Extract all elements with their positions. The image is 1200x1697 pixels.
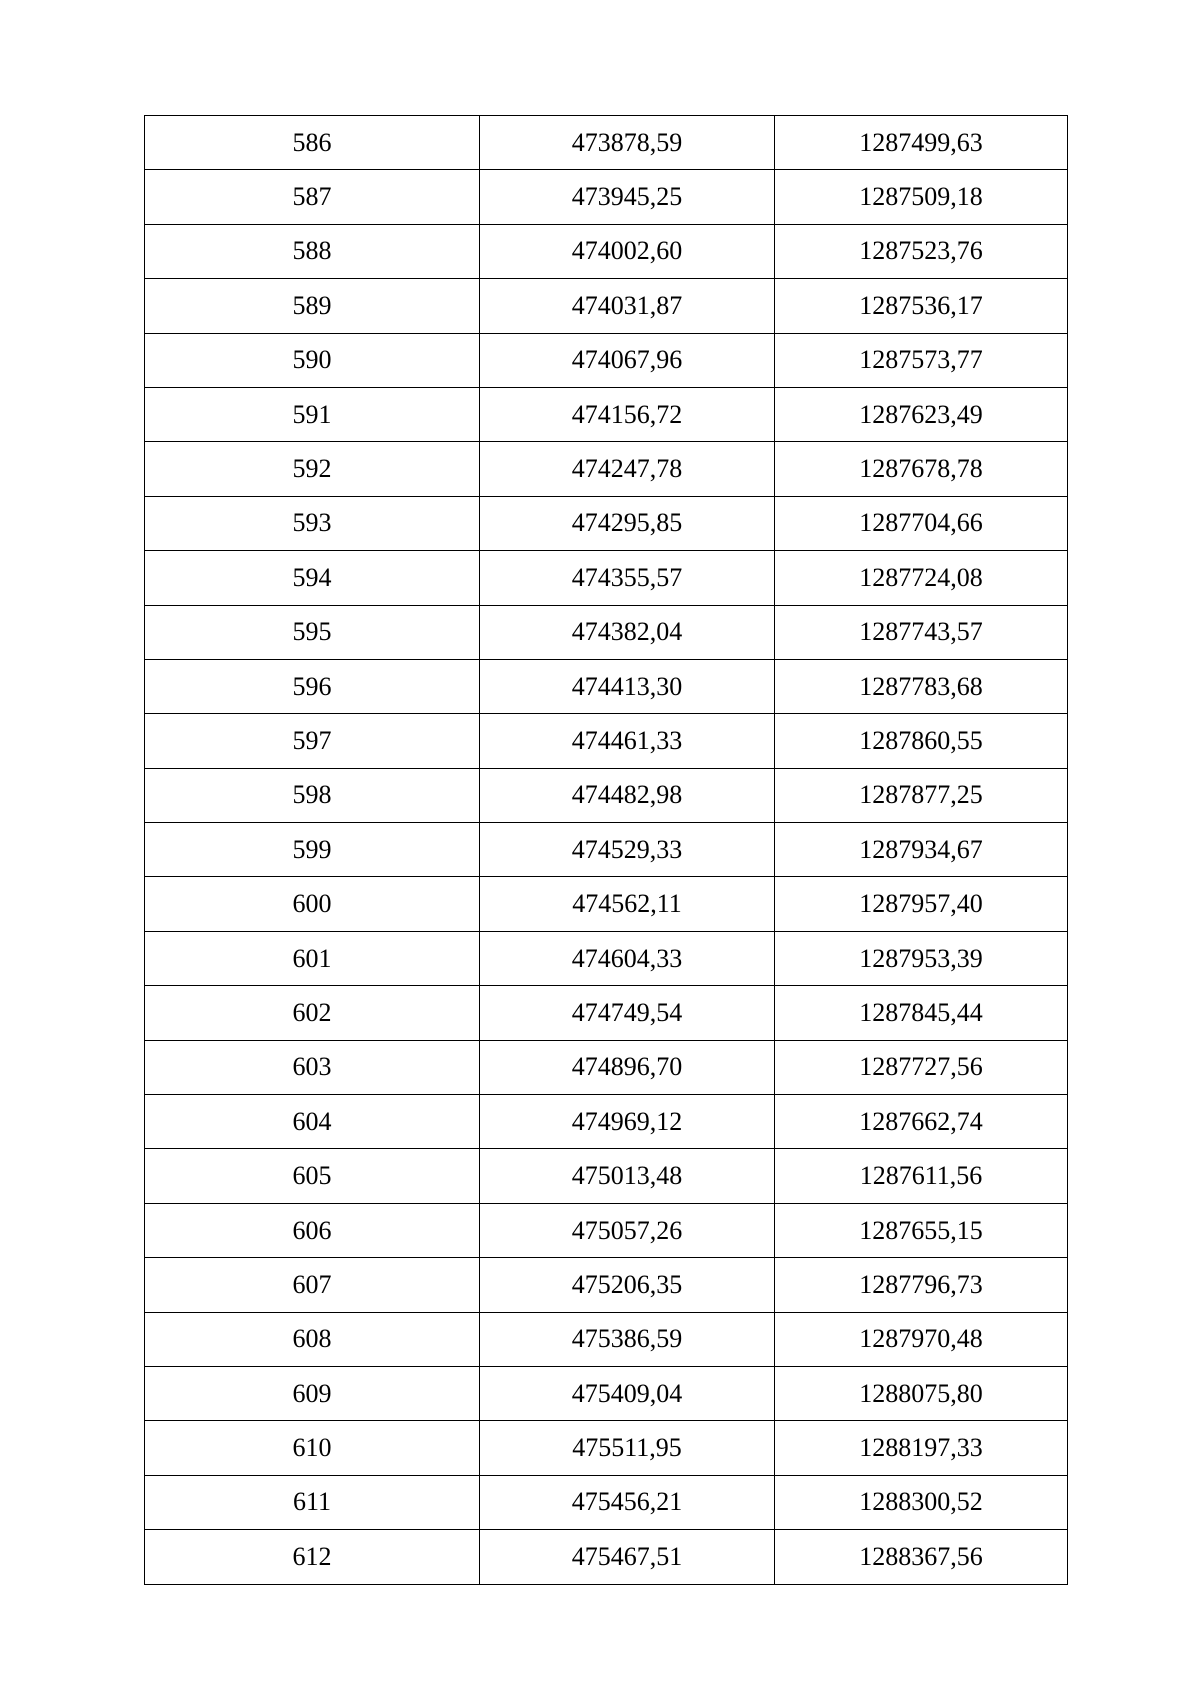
y-coordinate-cell: 1287970,48	[775, 1312, 1068, 1366]
table-row	[145, 116, 1068, 170]
y-coordinate-cell: 1287523,76	[775, 224, 1068, 278]
point-number-cell: 603	[145, 1040, 480, 1094]
point-number-cell: 602	[145, 986, 480, 1040]
x-coordinate-cell: 473878,59	[480, 116, 775, 170]
x-coordinate-cell: 474969,12	[480, 1095, 775, 1149]
table-row	[145, 1475, 1068, 1529]
y-coordinate-cell: 1287845,44	[775, 986, 1068, 1040]
point-number-cell: 597	[145, 714, 480, 768]
x-coordinate-cell: 474413,30	[480, 659, 775, 713]
y-coordinate-cell: 1287655,15	[775, 1203, 1068, 1257]
point-number-cell: 601	[145, 931, 480, 985]
table-row	[145, 1149, 1068, 1203]
y-coordinate-cell: 1287509,18	[775, 170, 1068, 224]
x-coordinate-cell: 474031,87	[480, 279, 775, 333]
point-number-cell: 593	[145, 496, 480, 550]
point-number-cell: 592	[145, 442, 480, 496]
point-number-cell: 609	[145, 1366, 480, 1420]
x-coordinate-cell: 475057,26	[480, 1203, 775, 1257]
x-coordinate-cell: 475467,51	[480, 1530, 775, 1584]
y-coordinate-cell: 1287623,49	[775, 387, 1068, 441]
point-number-cell: 591	[145, 387, 480, 441]
x-coordinate-cell: 474562,11	[480, 877, 775, 931]
table-row	[145, 714, 1068, 768]
x-coordinate-cell: 474604,33	[480, 931, 775, 985]
table-row	[145, 551, 1068, 605]
x-coordinate-cell: 474156,72	[480, 387, 775, 441]
y-coordinate-cell: 1287743,57	[775, 605, 1068, 659]
table-row	[145, 387, 1068, 441]
point-number-cell: 611	[145, 1475, 480, 1529]
table-row	[145, 1258, 1068, 1312]
y-coordinate-cell: 1287957,40	[775, 877, 1068, 931]
x-coordinate-cell: 474896,70	[480, 1040, 775, 1094]
table-row	[145, 768, 1068, 822]
point-number-cell: 594	[145, 551, 480, 605]
x-coordinate-cell: 474247,78	[480, 442, 775, 496]
y-coordinate-cell: 1288367,56	[775, 1530, 1068, 1584]
table-row	[145, 1312, 1068, 1366]
y-coordinate-cell: 1288075,80	[775, 1366, 1068, 1420]
x-coordinate-cell: 474002,60	[480, 224, 775, 278]
table-row	[145, 442, 1068, 496]
y-coordinate-cell: 1287611,56	[775, 1149, 1068, 1203]
point-number-cell: 596	[145, 659, 480, 713]
y-coordinate-cell: 1288300,52	[775, 1475, 1068, 1529]
y-coordinate-cell: 1287704,66	[775, 496, 1068, 550]
table-row	[145, 1530, 1068, 1584]
x-coordinate-cell: 474355,57	[480, 551, 775, 605]
y-coordinate-cell: 1287573,77	[775, 333, 1068, 387]
point-number-cell: 610	[145, 1421, 480, 1475]
point-number-cell: 607	[145, 1258, 480, 1312]
y-coordinate-cell: 1287727,56	[775, 1040, 1068, 1094]
point-number-cell: 595	[145, 605, 480, 659]
x-coordinate-cell: 475456,21	[480, 1475, 775, 1529]
point-number-cell: 587	[145, 170, 480, 224]
coordinates-table-body	[145, 116, 1068, 1585]
y-coordinate-cell: 1287783,68	[775, 659, 1068, 713]
point-number-cell: 606	[145, 1203, 480, 1257]
point-number-cell: 590	[145, 333, 480, 387]
point-number-cell: 605	[145, 1149, 480, 1203]
table-row	[145, 170, 1068, 224]
point-number-cell: 604	[145, 1095, 480, 1149]
table-row	[145, 1203, 1068, 1257]
table-row	[145, 659, 1068, 713]
x-coordinate-cell: 474382,04	[480, 605, 775, 659]
table-row	[145, 279, 1068, 333]
y-coordinate-cell: 1287796,73	[775, 1258, 1068, 1312]
table-row	[145, 1421, 1068, 1475]
table-row	[145, 1040, 1068, 1094]
x-coordinate-cell: 474529,33	[480, 823, 775, 877]
x-coordinate-cell: 474067,96	[480, 333, 775, 387]
x-coordinate-cell: 475386,59	[480, 1312, 775, 1366]
table-row	[145, 1366, 1068, 1420]
table-row	[145, 931, 1068, 985]
y-coordinate-cell: 1287499,63	[775, 116, 1068, 170]
table-row	[145, 877, 1068, 931]
table-row	[145, 1095, 1068, 1149]
point-number-cell: 586	[145, 116, 480, 170]
table-row	[145, 605, 1068, 659]
point-number-cell: 598	[145, 768, 480, 822]
table-row	[145, 823, 1068, 877]
coordinates-table	[144, 115, 1068, 1585]
x-coordinate-cell: 474482,98	[480, 768, 775, 822]
point-number-cell: 600	[145, 877, 480, 931]
y-coordinate-cell: 1287678,78	[775, 442, 1068, 496]
x-coordinate-cell: 473945,25	[480, 170, 775, 224]
x-coordinate-cell: 475013,48	[480, 1149, 775, 1203]
y-coordinate-cell: 1287662,74	[775, 1095, 1068, 1149]
y-coordinate-cell: 1287934,67	[775, 823, 1068, 877]
table-row	[145, 986, 1068, 1040]
y-coordinate-cell: 1287536,17	[775, 279, 1068, 333]
table-row	[145, 496, 1068, 550]
point-number-cell: 589	[145, 279, 480, 333]
y-coordinate-cell: 1288197,33	[775, 1421, 1068, 1475]
point-number-cell: 612	[145, 1530, 480, 1584]
x-coordinate-cell: 475409,04	[480, 1366, 775, 1420]
x-coordinate-cell: 474749,54	[480, 986, 775, 1040]
y-coordinate-cell: 1287953,39	[775, 931, 1068, 985]
table-row	[145, 333, 1068, 387]
x-coordinate-cell: 475206,35	[480, 1258, 775, 1312]
point-number-cell: 588	[145, 224, 480, 278]
table-row	[145, 224, 1068, 278]
x-coordinate-cell: 474295,85	[480, 496, 775, 550]
y-coordinate-cell: 1287877,25	[775, 768, 1068, 822]
y-coordinate-cell: 1287724,08	[775, 551, 1068, 605]
y-coordinate-cell: 1287860,55	[775, 714, 1068, 768]
x-coordinate-cell: 475511,95	[480, 1421, 775, 1475]
point-number-cell: 599	[145, 823, 480, 877]
x-coordinate-cell: 474461,33	[480, 714, 775, 768]
point-number-cell: 608	[145, 1312, 480, 1366]
